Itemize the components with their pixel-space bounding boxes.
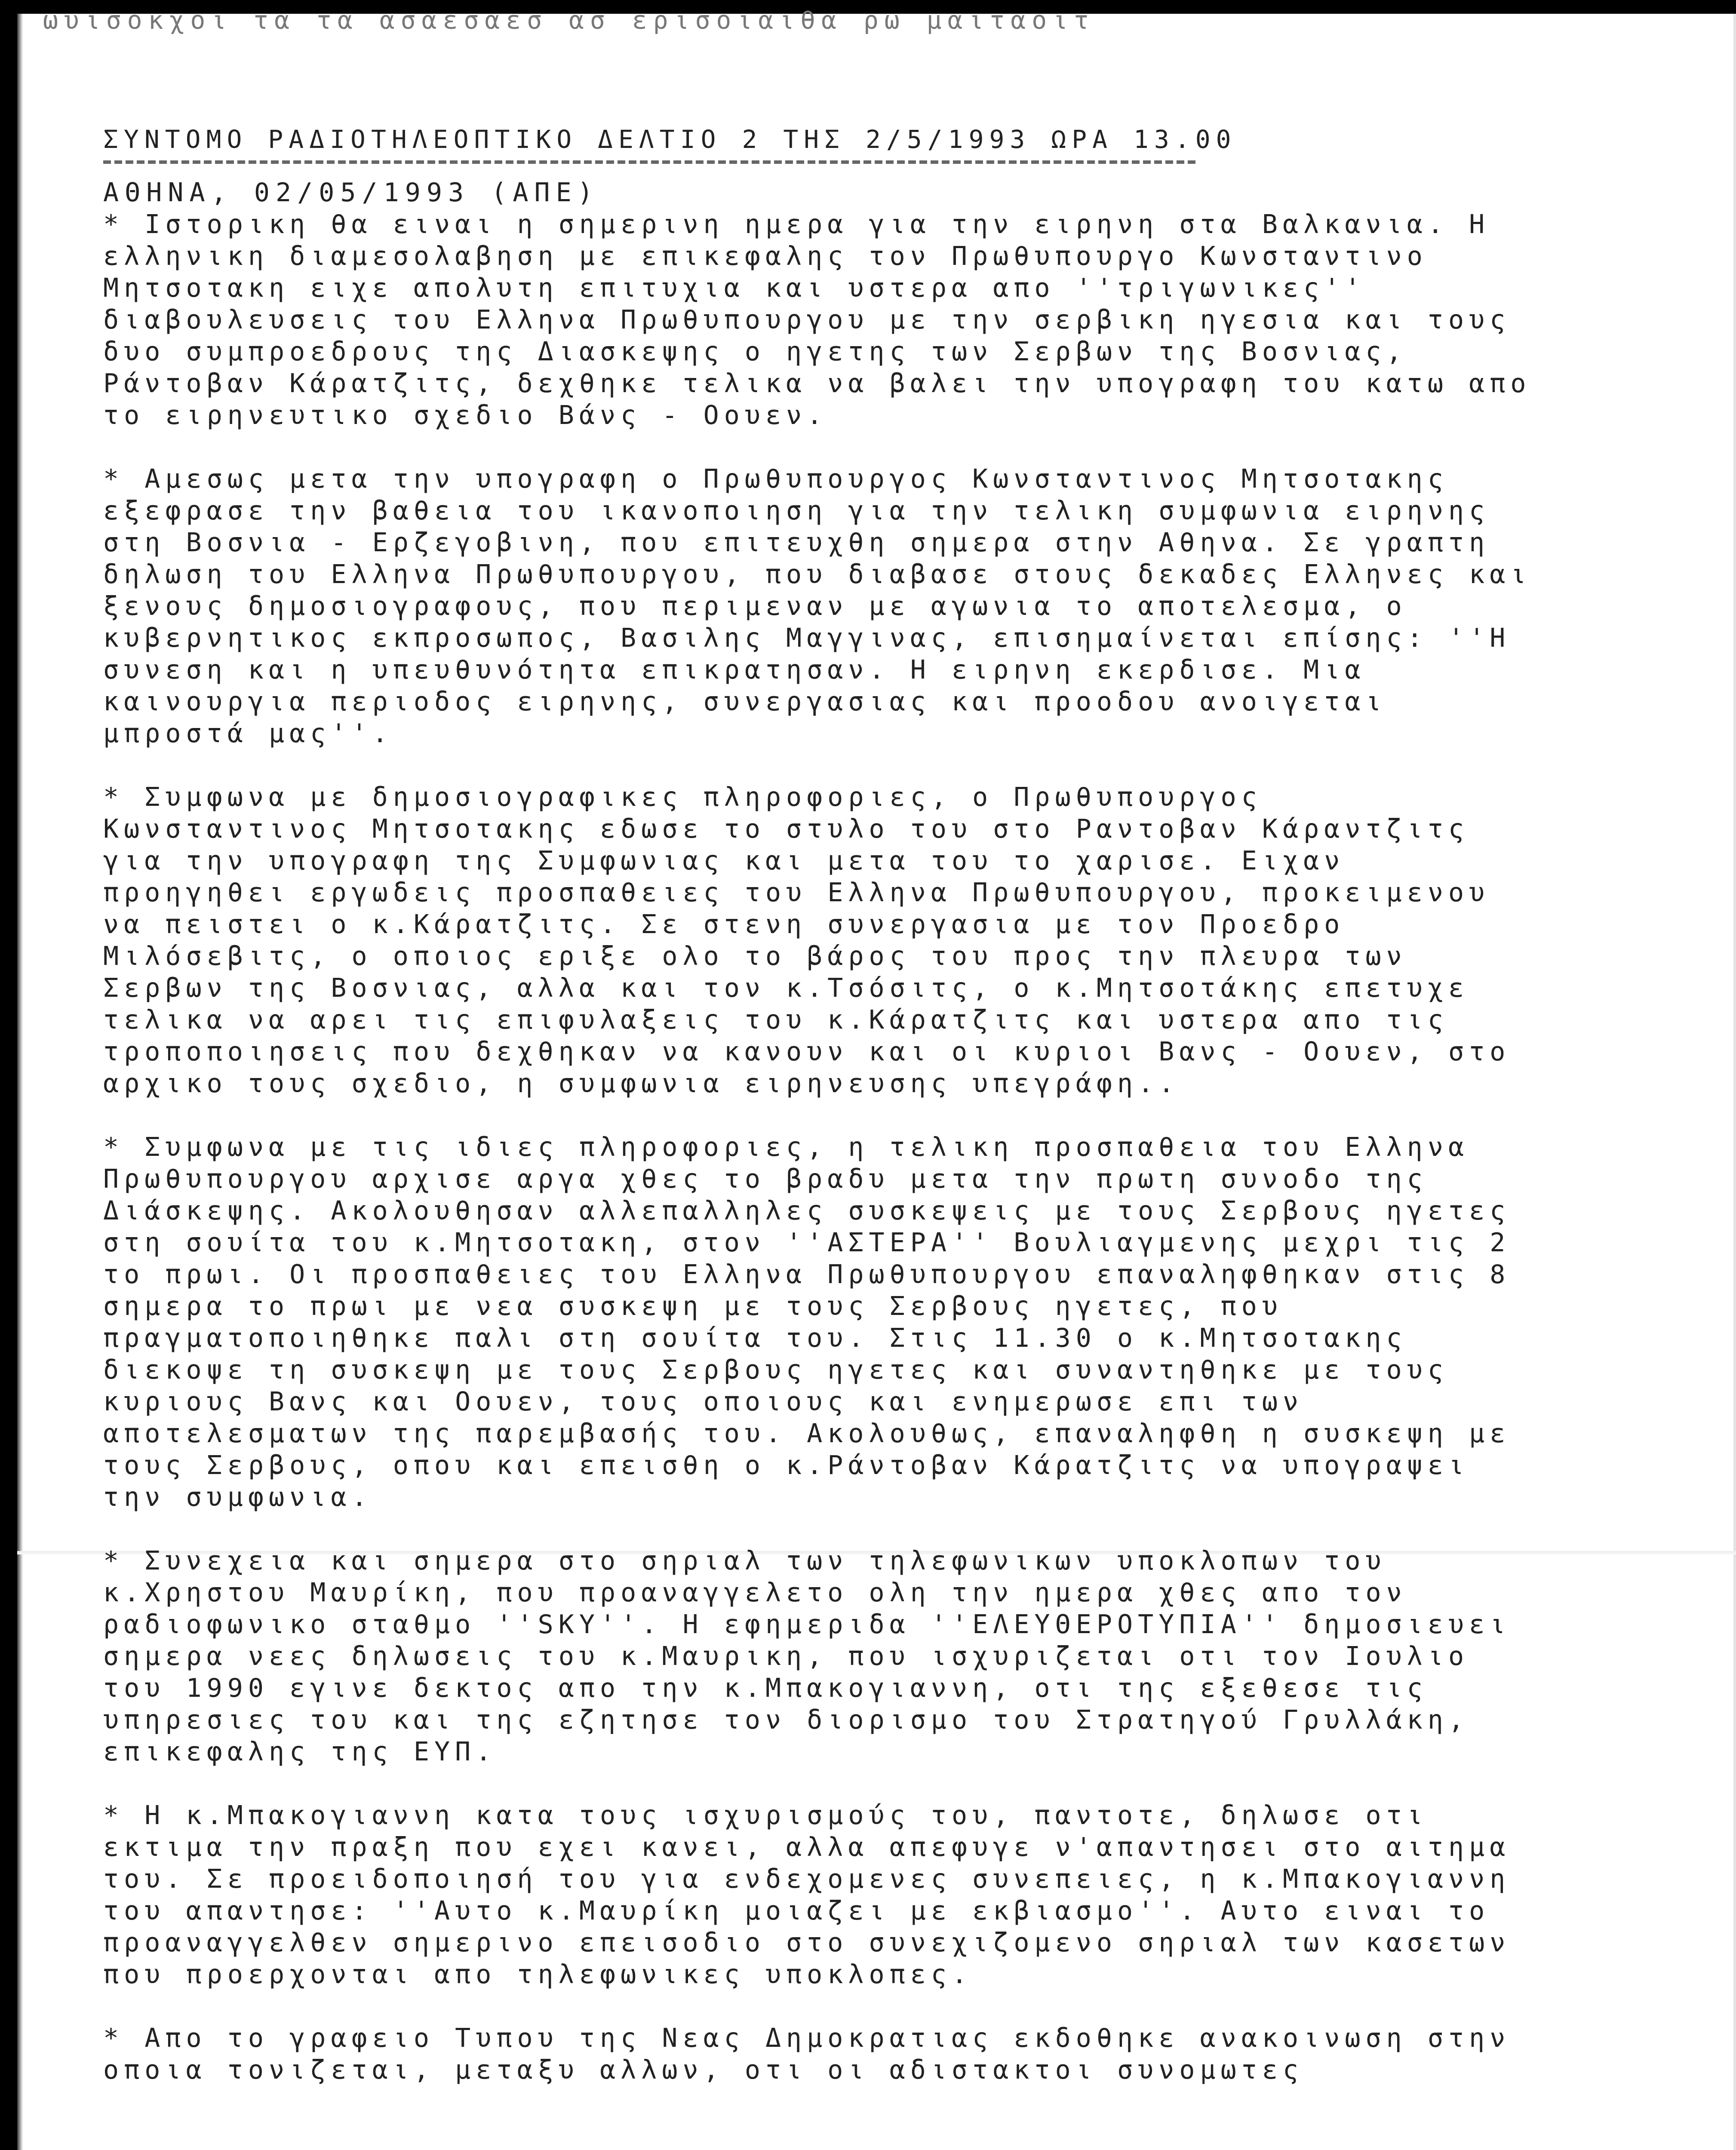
text-line: μπροστά μας''.: [103, 719, 393, 749]
text-line: προηγηθει εργωδεις προσπαθειες του Ελληνα Πρωθυπουργου, προκειμενου: [103, 878, 1490, 908]
news-paragraph: [103, 2022, 1574, 2086]
news-paragraph: [103, 209, 1574, 431]
scan-edge-shadow: [17, 14, 23, 2150]
text-line: αρχικο τους σχεδιο, η συμφωνια ειρηνευσης υπεγράφη..: [103, 1069, 1180, 1099]
text-line: * Συμφωνα με τις ιδιες πληροφοριες, η τελικη προσπαθεια του Ελληνα: [103, 1132, 1469, 1162]
text-line: συνεση και η υπευθυνότητα επικρατησαν. Η ειρηνη εκερδισε. Μια: [103, 655, 1366, 685]
bulletin-title: ΣΥΝΤΟΜΟ ΡΑΔΙΟΤΗΛΕΟΠΤΙΚΟ ΔΕΛΤΙΟ 2 ΤΗΣ 2/5/1993 ΩΡΑ 13.00: [103, 125, 1237, 154]
text-line: διεκοψε τη συσκεψη με τους Σερβους ηγετες και συναντηθηκε με τους: [103, 1355, 1448, 1385]
text-line: * Αμεσως μετα την υπογραφη ο Πρωθυπουργος Κωνσταντινος Μητσοτακης: [103, 464, 1448, 494]
previous-page-bleed: ωυισοκχοι τα τα ασαεσαεσ ασ ερισοιαιθα ρω μαιταοιτ: [43, 6, 1095, 35]
text-line: διαβουλευσεις του Ελληνα Πρωθυπουργου με την σερβικη ηγεσια και τους: [103, 305, 1511, 335]
text-line: ραδιοφωνικο σταθμο ''SKY''. Η εφημεριδα ''ΕΛΕΥΘΕΡΟΤΥΠΙΑ'' δημοσιευει: [103, 1609, 1511, 1640]
text-line: * Απο το γραφειο Τυπου της Νεας Δημοκρατιας εκδοθηκε ανακοινωση στην: [103, 2023, 1511, 2053]
text-line: για την υπογραφη της Συμφωνιας και μετα του το χαρισε. Ειχαν: [103, 846, 1345, 876]
dateline: ΑΘΗΝΑ, 02/05/1993 (ΑΠΕ): [103, 178, 599, 208]
text-line: τελικα να αρει τις επιφυλαξεις του κ.Κάρατζιτς και υστερα απο τις: [103, 1005, 1448, 1035]
document-page: [17, 6, 1736, 2150]
text-line: Μιλόσεβιτς, ο οποιος εριξε ολο το βάρος του προς την πλευρα των: [103, 941, 1407, 971]
text-line: του. Σε προειδοποιησή του για ενδεχομενες συνεπειες, η κ.Μπακογιαννη: [103, 1864, 1511, 1894]
text-line: δυο συμπροεδρους της Διασκεψης ο ηγετης των Σερβων της Βοσνιας,: [103, 337, 1407, 367]
text-line: Μητσοτακη ειχε απολυτη επιτυχια και υστερα απο ''τριγωνικες'': [103, 273, 1366, 303]
text-line: στη Βοσνια - Ερζεγοβινη, που επιτευχθη σημερα στην Αθηνα. Σε γραπτη: [103, 528, 1490, 558]
text-line: ξενους δημοσιογραφους, που περιμεναν με αγωνια το αποτελεσμα, ο: [103, 591, 1407, 621]
text-line: καινουργια περιοδος ειρηνης, συνεργασιας και προοδου ανοιγεται: [103, 687, 1386, 717]
text-line: του απαντησε: ''Αυτο κ.Μαυρίκη μοιαζει με εκβιασμο''. Αυτο ειναι το: [103, 1896, 1490, 1926]
text-line: επικεφαλης της ΕΥΠ.: [103, 1737, 497, 1767]
text-line: * Η κ.Μπακογιαννη κατα τους ισχυρισμούς του, παντοτε, δηλωσε οτι: [103, 1800, 1428, 1831]
text-line: τους Σερβους, οπου και επεισθη ο κ.Ράντοβαν Κάρατζιτς να υπογραψει: [103, 1450, 1469, 1480]
news-paragraph: [103, 1131, 1574, 1513]
text-line: σημερα νεες δηλωσεις του κ.Μαυρικη, που ισχυριζεται οτι τον Ιουλιο: [103, 1641, 1469, 1671]
text-line: πραγματοποιηθηκε παλι στη σουίτα του. Στις 11.30 ο κ.Μητσοτακης: [103, 1323, 1407, 1353]
text-line: τροποποιησεις που δεχθηκαν να κανουν και οι κυριοι Βανς - Οουεν, στο: [103, 1037, 1511, 1067]
text-line: εκτιμα την πραξη που εχει κανει, αλλα απεφυγε ν'απαντησει στο αιτημα: [103, 1832, 1511, 1862]
text-line: αποτελεσματων της παρεμβασής του. Ακολουθως, επαναληφθη η συσκεψη με: [103, 1419, 1511, 1449]
news-paragraph: [103, 463, 1574, 749]
news-paragraph: [103, 1800, 1574, 1990]
text-line: Πρωθυπουργου αρχισε αργα χθες το βραδυ μετα την πρωτη συνοδο της: [103, 1164, 1428, 1194]
text-line: δηλωση του Ελληνα Πρωθυπουργου, που διαβασε στους δεκαδες Ελληνες και: [103, 559, 1531, 590]
text-line: το ειρηνευτικο σχεδιο Βάνς - Οουεν.: [103, 400, 828, 430]
text-line: * Συμφωνα με δημοσιογραφικες πληροφοριες, ο Πρωθυπουργος: [103, 782, 1262, 812]
text-line: Ράντοβαν Κάρατζιτς, δεχθηκε τελικα να βαλει την υπογραφη του κατω απο: [103, 369, 1531, 399]
text-line: σημερα το πρωι με νεα συσκεψη με τους Σερβους ηγετες, που: [103, 1291, 1283, 1321]
text-line: του 1990 εγινε δεκτος απο την κ.Μπακογιαννη, οτι της εξεθεσε τις: [103, 1673, 1428, 1703]
text-line: προαναγγελθεν σημερινο επεισοδιο στο συνεχιζομενο σηριαλ των κασετων: [103, 1928, 1511, 1958]
text-line: το πρωι. Οι προσπαθειες του Ελληνα Πρωθυπουργου επαναληφθηκαν στις 8: [103, 1259, 1511, 1290]
text-line: που προερχονται απο τηλεφωνικες υποκλοπες.: [103, 1960, 973, 1990]
title-underline: [103, 160, 1195, 164]
news-paragraph: [103, 781, 1574, 1100]
news-paragraphs: [103, 209, 1574, 2086]
text-line: οποια τονιζεται, μεταξυ αλλων, οτι οι αδιστακτοι συνομωτες: [103, 2055, 1304, 2085]
text-line: Κωνσταντινος Μητσοτακης εδωσε το στυλο του στο Ραντοβαν Κάραντζιτς: [103, 814, 1469, 844]
text-line: Σερβων της Βοσνιας, αλλα και τον κ.Τσόσιτς, ο κ.Μητσοτάκης επετυχε: [103, 973, 1469, 1003]
news-paragraph: [103, 1545, 1574, 1768]
text-line: εξεφρασε την βαθεια του ικανοποιηση για την τελικη συμφωνια ειρηνης: [103, 496, 1490, 526]
bulletin-content: [103, 123, 1574, 2118]
text-line: ελληνικη διαμεσολαβηση με επικεφαλης τον Πρωθυπουργο Κωνσταντινο: [103, 241, 1428, 271]
text-line: * Ιστορικη θα ειναι η σημερινη ημερα για την ειρηνη στα Βαλκανια. Η: [103, 209, 1490, 240]
text-line: υπηρεσιες του και της εζητησε τον διορισμο του Στρατηγού Γρυλλάκη,: [103, 1705, 1469, 1735]
text-line: κυριους Βανς και Οουεν, τους οποιους και ενημερωσε επι των: [103, 1387, 1304, 1417]
text-line: να πειστει ο κ.Κάρατζιτς. Σε στενη συνεργασια με τον Προεδρο: [103, 909, 1345, 940]
text-line: στη σουίτα του κ.Μητσοτακη, στον ''ΑΣΤΕΡΑ'' Βουλιαγμενης μεχρι τις 2: [103, 1228, 1511, 1258]
text-line: * Συνεχεια και σημερα στο σηριαλ των τηλεφωνικων υποκλοπων του: [103, 1546, 1386, 1576]
text-line: την συμφωνια.: [103, 1482, 372, 1512]
text-line: Διάσκεψης. Ακολουθησαν αλλεπαλληλες συσκεψεις με τους Σερβους ηγετες: [103, 1196, 1511, 1226]
text-line: κ.Χρηστου Μαυρίκη, που προαναγγελετο ολη την ημερα χθες απο τον: [103, 1578, 1407, 1608]
text-line: κυβερνητικος εκπροσωπος, Βασιλης Μαγγινας, επισημαίνεται επίσης: ''Η: [103, 623, 1511, 653]
scan-edge-right: [1733, 14, 1736, 2150]
